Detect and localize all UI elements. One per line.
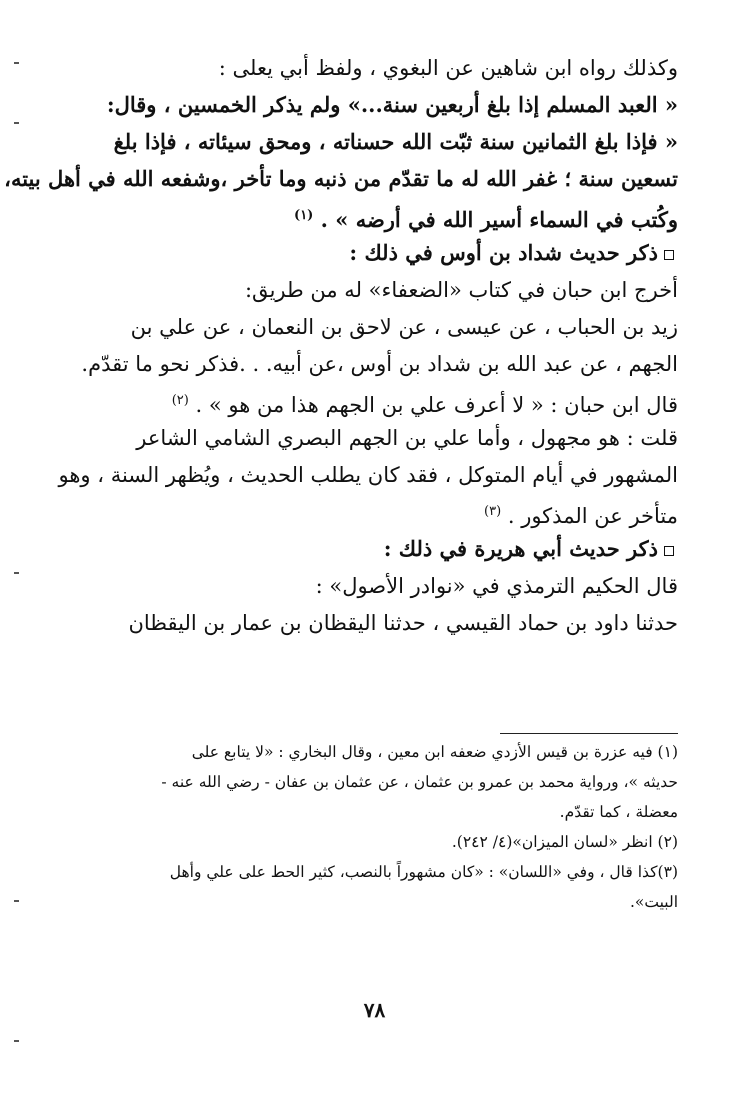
text-line: تسعين سنة ؛ غفر الله له ما تقدّم من ذنبه وما تأخر ،وشفعه الله في أهل بيته، xyxy=(4,166,678,191)
square-bullet-icon xyxy=(664,250,674,260)
scan-mark xyxy=(14,1040,19,1042)
footnote-line: البيت». xyxy=(629,893,678,911)
text-line: قال الحكيم الترمذي في «نوادر الأصول» : xyxy=(315,574,678,598)
text-line: وكذلك رواه ابن شاهين عن البغوي ، ولفظ أبي يعلى : xyxy=(218,56,678,80)
text-line: متأخر عن المذكور . $^{(٣)}$ xyxy=(484,504,678,528)
section-heading: ذكر حديث شداد بن أوس في ذلك : xyxy=(78,237,678,274)
text-line: زيد بن الحباب ، عن عيسى ، عن لاحق بن النعمان ، عن علي بن xyxy=(130,315,678,339)
text-line: قلت : هو مجهول ، وأما علي بن الجهم البصري الشامي الشاعر xyxy=(136,426,678,450)
footnote-line: معضلة ، كما تقدّم. xyxy=(559,803,678,821)
square-bullet-icon xyxy=(664,546,674,556)
footnote-line: (١) فيه عزرة بن قيس الأزدي ضعفه ابن معين ، وقال البخاري : «لا يتابع على xyxy=(191,743,678,761)
scan-mark xyxy=(14,122,19,124)
footnote-ref: (٣) xyxy=(484,504,502,519)
scan-mark xyxy=(14,900,19,902)
footnote-ref: (١) xyxy=(294,208,314,223)
text-line: الجهم ، عن عبد الله بن شداد بن أوس ،عن أبيه. . .فذكر نحو ما تقدّم. xyxy=(81,352,678,376)
text-line: أخرج ابن حبان في كتاب «الضعفاء» له من طريق: xyxy=(244,278,678,302)
text-line: « فإذا بلغ الثمانين سنة ثبّت الله حسناته ، ومحق سيئاته ، فإذا بلغ xyxy=(113,129,678,154)
text-line: وكُتب في السماء أسير الله في أرضه » . $^{(١)}$ xyxy=(294,207,678,232)
footnote-line: (٣)كذا قال ، وفي «اللسان» : «كان مشهوراً بالنصب، كثير الحط على علي وأهل xyxy=(169,863,678,881)
footnote-ref: (٢) xyxy=(171,393,189,408)
section-heading: ذكر حديث أبي هريرة في ذلك : xyxy=(78,533,678,570)
text-line: المشهور في أيام المتوكل ، فقد كان يطلب الحديث ، ويُظهر السنة ، وهو xyxy=(58,463,678,487)
text-line: حدثنا داود بن حماد القيسي ، حدثنا اليقظان بن عمار بن اليقظان xyxy=(128,611,678,635)
scan-mark xyxy=(14,572,19,574)
footnotes xyxy=(78,740,678,920)
text-line: « العبد المسلم إذا بلغ أربعين سنة...» ولم يذكر الخمسين ، وقال: xyxy=(106,92,678,117)
page-number: ٧٨ xyxy=(363,998,386,1022)
footnote-line: حديثه »، ورواية محمد بن عمرو بن عثمان ، عن عثمان بن عفان - رضي الله عنه - xyxy=(161,773,678,791)
footnote-divider xyxy=(500,733,678,734)
text-line: قال ابن حبان : « لا أعرف علي بن الجهم هذا من هو » . $^{(٢)}$ xyxy=(171,393,678,417)
main-text xyxy=(4,52,678,644)
footnote-line: (٢) انظر «لسان الميزان»(٤/ ٢٤٢). xyxy=(451,833,678,851)
scan-mark xyxy=(14,62,19,64)
